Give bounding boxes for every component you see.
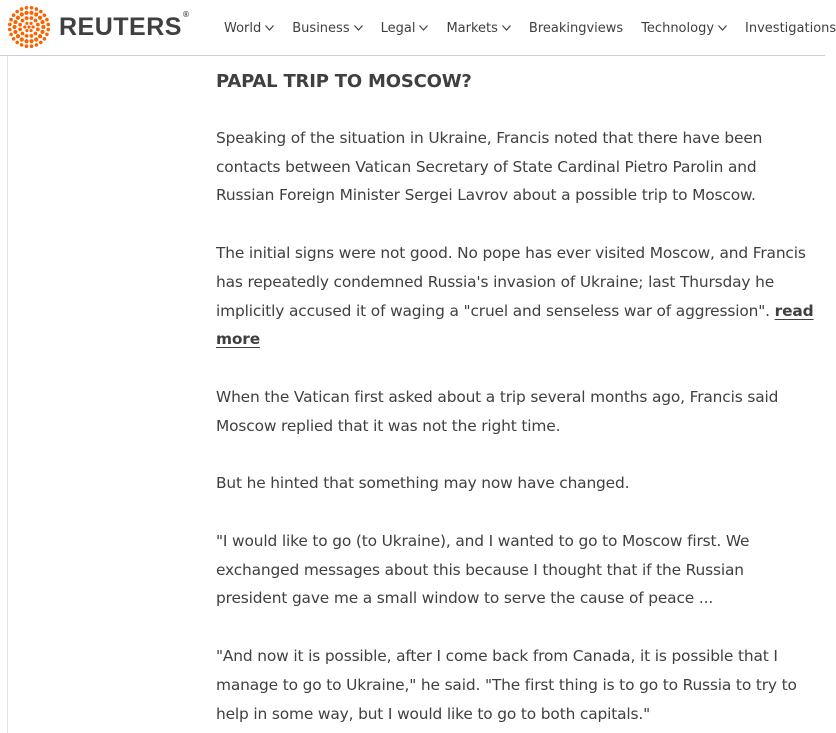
article-body: [216, 66, 816, 728]
article-paragraph: "And now it is possible, after I come back from Canada, it is possible that I manage to go to Ukraine," he said. "The first thing is to go to Russia to try to help in some way, but I would like to go to both capitals.": [216, 647, 797, 723]
logo-wordmark: REUTERS®: [59, 9, 190, 41]
reuters-logo-mark-icon: [7, 5, 51, 49]
chevron-down-icon: [265, 25, 274, 31]
nav-item-technology[interactable]: Technology: [641, 21, 727, 36]
article-paragraph: Speaking of the situation in Ukraine, Francis noted that there have been contacts between Vatican Secretary of State Cardinal Pietro Parolin and Russian Foreign Minister Sergei Lavrov about a possible trip to Moscow.: [216, 129, 763, 205]
reuters-logo[interactable]: [7, 5, 189, 49]
chevron-down-icon: [502, 25, 511, 31]
site-header: [0, 0, 836, 56]
nav-item-world[interactable]: World: [224, 21, 274, 36]
paragraph-text: The initial signs were not good. No pope has ever visited Moscow, and Francis has repeatedly condemned Russia's invasion of Ukraine; last Thursday he implicitly accused it of waging a "cruel and senseless war of aggression".: [216, 244, 806, 320]
nav-item-investigations[interactable]: Investigations: [745, 20, 836, 36]
article-subheading: PAPAL TRIP TO MOSCOW?: [216, 71, 472, 92]
article-paragraph: But he hinted that something may now have changed.: [216, 474, 630, 493]
left-rail-divider: [7, 56, 8, 733]
chevron-down-icon: [419, 25, 428, 31]
article-paragraph: When the Vatican first asked about a trip several months ago, Francis said Moscow replied that it was not the right time.: [216, 387, 779, 435]
nav-item-legal[interactable]: Legal: [381, 21, 429, 36]
read-more-link[interactable]: read more: [216, 301, 814, 349]
chevron-down-icon: [354, 25, 363, 31]
article-paragraph: "I would like to go (to Ukraine), and I wanted to go to Moscow first. We exchanged messages about this because I thought that if the Russian president gave me a small window to serve the cause of peace ...: [216, 532, 750, 608]
nav-item-business[interactable]: Business: [292, 21, 362, 36]
chevron-down-icon: [718, 25, 727, 31]
nav-item-breakingviews[interactable]: Breakingviews: [528, 20, 624, 36]
main-nav: [224, 18, 836, 38]
article-paragraph: [216, 239, 816, 354]
nav-item-markets[interactable]: Markets: [446, 21, 510, 36]
